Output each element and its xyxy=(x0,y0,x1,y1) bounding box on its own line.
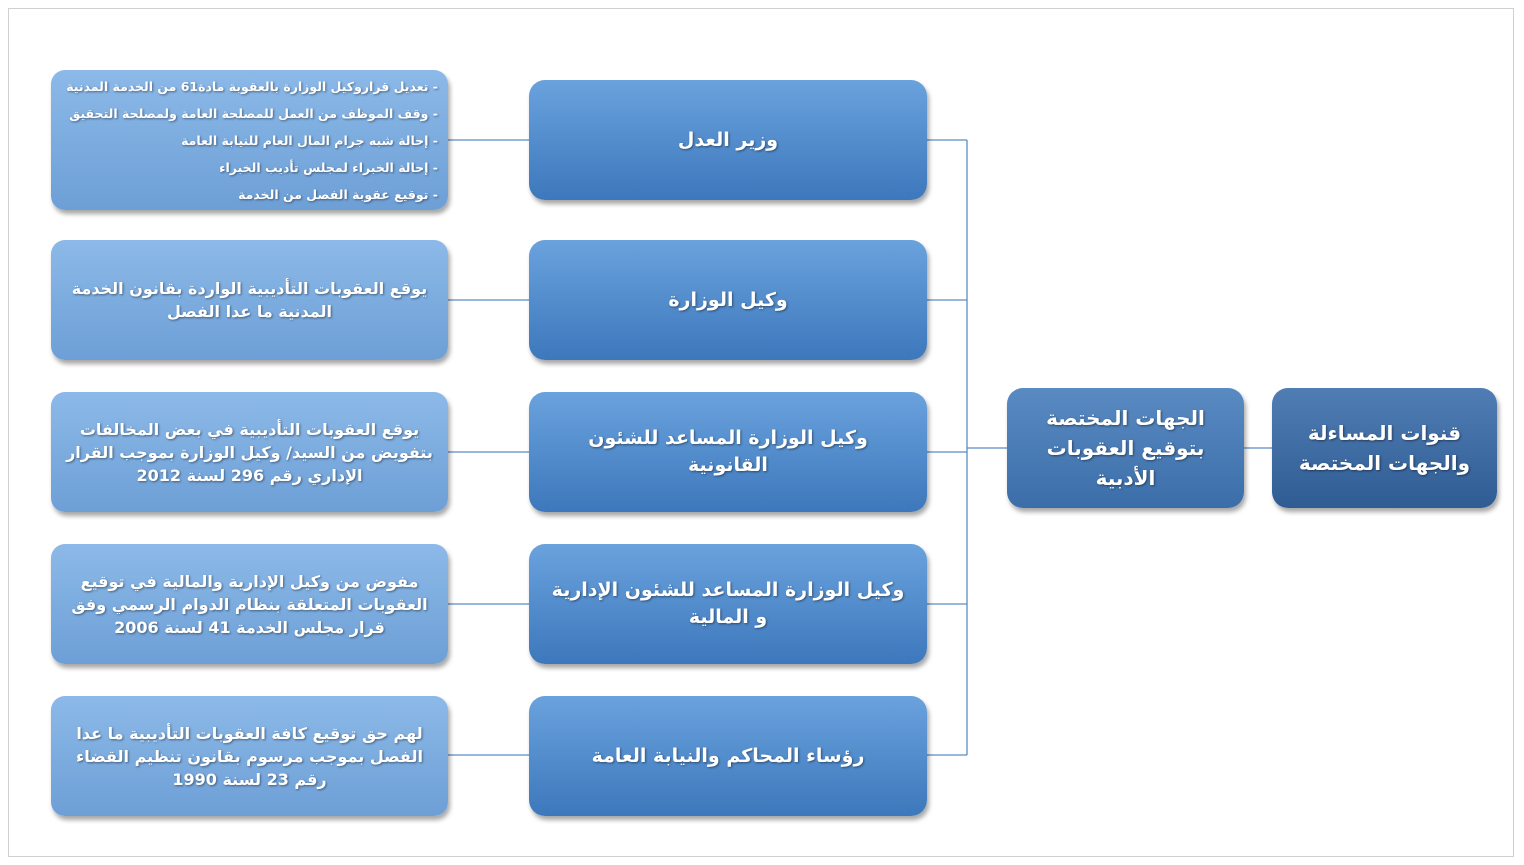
authority-box-court-heads xyxy=(529,696,927,816)
detail-text: يوقع العقوبات التأديبية في بعض المخالفات بتفويض من السيد/ وكيل الوزارة بموجب القرار الإداري رقم 296 لسنة 2012 xyxy=(66,419,433,485)
detail-text: مفوض من وكيل الإدارية والمالية في توقيع العقوبات المتعلقة بنظام الدوام الرسمي وفق قرار مجلس الخدمة 41 لسنة 2006 xyxy=(71,571,428,637)
authority-box-undersecretary xyxy=(529,240,927,360)
detail-box-minister xyxy=(51,70,448,210)
detail-list-item: - إحالة الخبراء لمجلس تأديب الخبراء xyxy=(219,159,438,175)
authority-box-legal-assistant xyxy=(529,392,927,512)
authority-box-minister xyxy=(529,80,927,200)
root-box xyxy=(1272,388,1497,508)
authority-label: وكيل الوزارة المساعد للشئون الإدارية و المالية xyxy=(551,579,905,628)
middle-label: الجهات المختصة بتوقيع العقوبات الأدبية xyxy=(1046,406,1205,490)
detail-list-item: - وقف الموظف من العمل للمصلحة العامة ولمصلحة التحقيق xyxy=(69,105,438,121)
detail-list-item: - تعديل قراروكيل الوزارة بالعقوبة مادة61 من الخدمة المدنية xyxy=(66,78,438,94)
detail-box-admin-assistant xyxy=(51,544,448,664)
authority-label: رؤساء المحاكم والنيابة العامة xyxy=(591,744,865,767)
detail-text: لهم حق توقيع كافة العقوبات التأديبية ما عدا الفصل بموجب مرسوم بقانون تنظيم القضاء رقم 23 لسنة 1990 xyxy=(76,723,423,789)
detail-box-undersecretary xyxy=(51,240,448,360)
detail-list-item: - توقيع عقوبة الفصل من الخدمة xyxy=(238,186,438,202)
root-label: قنوات المساءلة والجهات المختصة xyxy=(1298,421,1471,475)
authority-label: وكيل الوزارة المساعد للشئون القانونية xyxy=(588,427,868,476)
detail-box-legal-assistant xyxy=(51,392,448,512)
authority-label: وكيل الوزارة xyxy=(668,288,788,311)
detail-text: يوقع العقوبات التأديبية الواردة بقانون الخدمة المدنية ما عدا الفصل xyxy=(71,279,428,321)
authority-box-admin-assistant xyxy=(529,544,927,664)
detail-list-item: - إحالة شبه جرام المال العام للنيابة العامة xyxy=(181,132,438,148)
middle-box xyxy=(1007,388,1244,508)
authority-label: وزير العدل xyxy=(677,128,779,151)
detail-box-court-heads xyxy=(51,696,448,816)
